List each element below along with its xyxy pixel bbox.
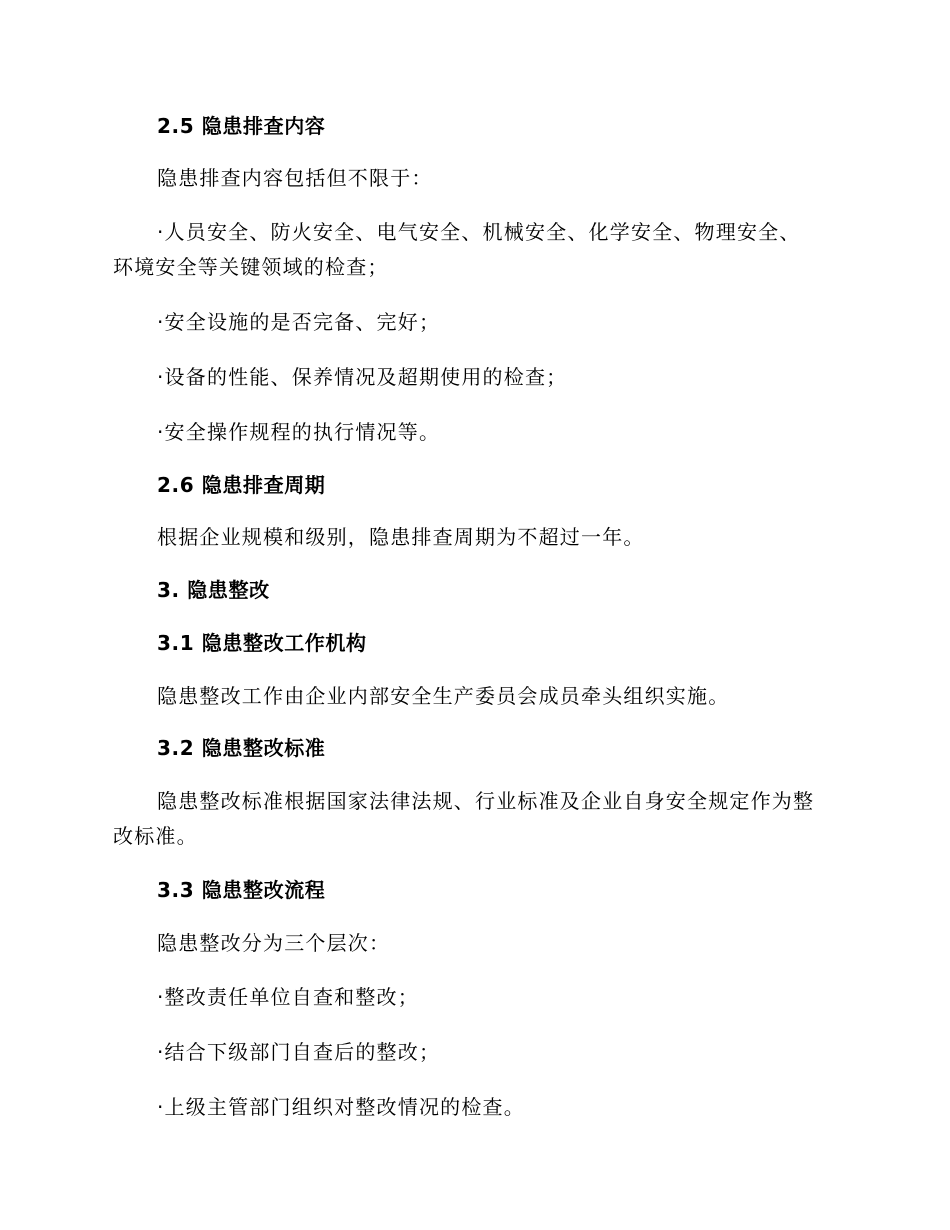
list-item-2-5-1-line-1: ·人员安全、防火安全、电气安全、机械安全、化学安全、物理安全、	[157, 220, 801, 244]
list-item-2-5-2: ·安全设施的是否完备、完好；	[157, 310, 441, 334]
list-item-3-3-3: ·上级主管部门组织对整改情况的检查。	[157, 1095, 525, 1119]
heading-2-6: 2.6 隐患排查周期	[157, 473, 326, 497]
paragraph-2-5-intro: 隐患排查内容包括但不限于：	[157, 166, 433, 190]
list-item-2-5-1-line-2: 环境安全等关键领域的检查；	[113, 255, 389, 279]
heading-2-5: 2.5 隐患排查内容	[157, 114, 326, 138]
paragraph-2-6: 根据企业规模和级别，隐患排查周期为不超过一年。	[157, 525, 645, 549]
paragraph-3-2-line-1: 隐患整改标准根据国家法律法规、行业标准及企业自身安全规定作为整	[157, 789, 815, 813]
heading-3: 3. 隐患整改	[157, 578, 270, 602]
list-item-2-5-4: ·安全操作规程的执行情况等。	[157, 420, 441, 444]
paragraph-3-1: 隐患整改工作由企业内部安全生产委员会成员牵头组织实施。	[157, 684, 730, 708]
heading-3-3: 3.3 隐患整改流程	[157, 878, 326, 902]
heading-3-1: 3.1 隐患整改工作机构	[157, 631, 367, 655]
list-item-3-3-1: ·整改责任单位自查和整改；	[157, 985, 419, 1009]
paragraph-3-3-intro: 隐患整改分为三个层次：	[157, 931, 391, 955]
list-item-2-5-3: ·设备的性能、保养情况及超期使用的检查；	[157, 365, 568, 389]
list-item-3-3-2: ·结合下级部门自查后的整改；	[157, 1040, 441, 1064]
heading-3-2: 3.2 隐患整改标准	[157, 736, 326, 760]
paragraph-3-2-line-2: 改标准。	[113, 824, 198, 848]
